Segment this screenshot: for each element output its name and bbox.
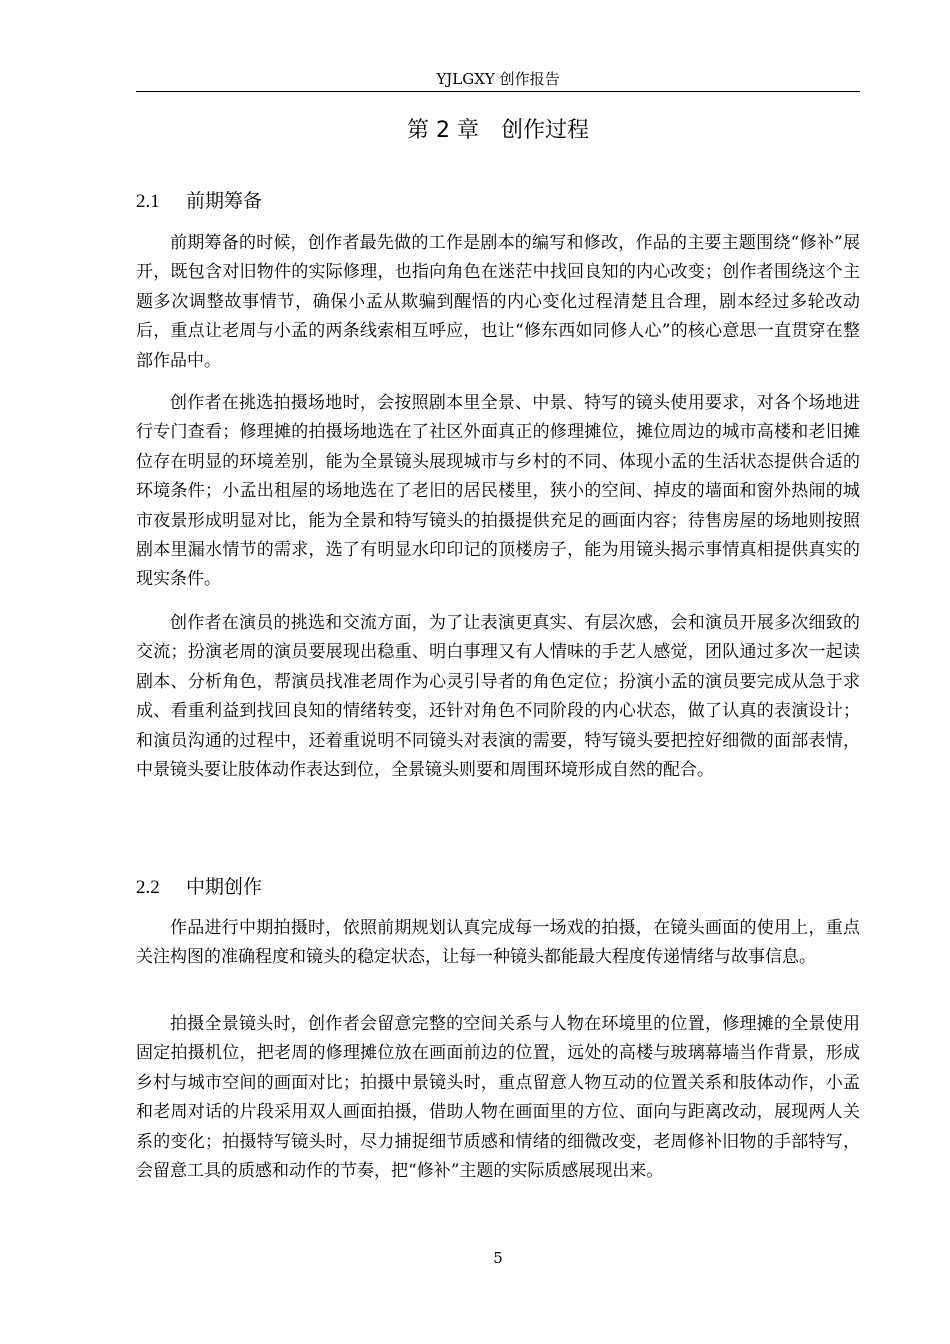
section-number: 2.2: [136, 877, 160, 898]
page-number: 5: [493, 1249, 503, 1267]
section-number: 2.1: [136, 191, 160, 212]
chapter-title: 第 2 章 创作过程: [407, 118, 589, 143]
section-heading-2-2: [136, 872, 860, 903]
body-paragraph: 拍摄全景镜头时，创作者会留意完整的空间关系与人物在环境里的位置，修理摊的全景使用固定拍摄机位，把老周的修理摊位放在画面前边的位置，远处的高楼与玻璃幕墙当作背景，形成乡村与城市空间的画面对比；拍摄中景镜头时，重点留意人物互动的位置关系和肢体动作，小孟和老周对话的片段采用双人画面拍摄，借助人物在画面里的方位、面向与距离改动，展现两人关系的变化；拍摄特写镜头时，尽力捕捉细节质感和情绪的细微改变，老周修补旧物的手部特写，会留意工具的质感和动作的节奏，把“修补”主题的实际质感展现出来。: [136, 1014, 860, 1182]
section-title: 中期创作: [186, 876, 263, 898]
section-heading-2-1: [136, 186, 860, 217]
body-paragraph: 作品进行中期拍摄时，依照前期规划认真完成每一场戏的拍摄，在镜头画面的使用上，重点关注构图的准确程度和镜头的稳定状态，让每一种镜头都能最大程度传递情绪与故事信息。: [136, 918, 860, 968]
body-paragraph: 创作者在演员的挑选和交流方面，为了让表演更真实、有层次感，会和演员开展多次细致的交流；扮演老周的演员要展现出稳重、明白事理又有人情味的手艺人感觉，团队通过多次一起读剧本、分析角色，帮演员找准老周作为心灵引导者的角色定位；扮演小孟的演员要完成从急于求成、看重利益到找回良知的情绪转变，还针对角色不同阶段的内心状态，做了认真的表演设计；和演员沟通的过程中，还着重说明不同镜头对表演的需要，特写镜头要把控好细微的面部表情，中景镜头要让肢体动作表达到位，全景镜头则要和周围环境形成自然的配合。: [136, 613, 860, 781]
header-divider: [136, 91, 860, 92]
section-title: 前期筹备: [186, 190, 263, 212]
body-paragraph: 前期筹备的时候，创作者最先做的工作是剧本的编写和修改，作品的主要主题围绕“修补”展开，既包含对旧物件的实际修理，也指向角色在迷茫中找回良知的内心改变；创作者围绕这个主题多次调整故事情节，确保小孟从欺骗到醒悟的内心变化过程清楚且合理，剧本经过多轮改动后，重点让老周与小孟的两条线索相互呼应，也让“修东西如同修人心”的核心意思一直贯穿在整部作品中。: [136, 233, 860, 371]
body-paragraph: 创作者在挑选拍摄场地时，会按照剧本里全景、中景、特写的镜头使用要求，对各个场地进行专门查看；修理摊的拍摄场地选在了社区外面真正的修理摊位，摊位周边的城市高楼和老旧摊位存在明显的环境差别，能为全景镜头展现城市与乡村的不同、体现小孟的生活状态提供合适的环境条件；小孟出租屋的场地选在了老旧的居民楼里，狭小的空间、掉皮的墙面和窗外热闹的城市夜景形成明显对比，能为全景和特写镜头的拍摄提供充足的画面内容；待售房屋的场地则按照剧本里漏水情节的需求，选了有明显水印印记的顶楼房子，能为用镜头揭示事情真相提供真实的现实条件。: [136, 393, 860, 590]
running-header: YJLGXY 创作报告: [436, 70, 560, 88]
